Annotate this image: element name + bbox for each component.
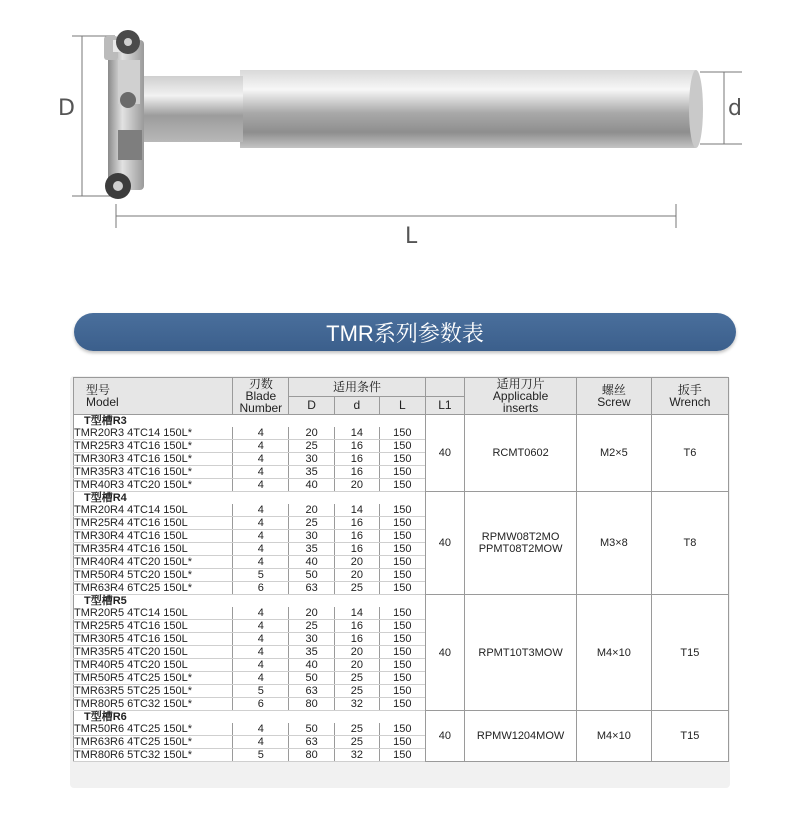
d-cell: 25 [334,736,379,749]
blade-cell: 4 [233,736,289,749]
group-L1: 40 [425,492,465,595]
group-screw: M3×8 [576,492,651,595]
d-cell: 20 [334,479,379,492]
model-cell: TMR20R5 4TC14 150L [74,607,233,620]
D-cell: 20 [289,504,334,517]
L-cell: 150 [380,749,426,762]
group-inserts: RPMT10T3MOW [465,595,577,711]
blade-cell: 4 [233,633,289,646]
d-cell: 14 [334,427,379,440]
group-name: T型槽R6 [74,711,426,724]
blade-cell: 5 [233,569,289,582]
group-inserts: RPMW1204MOW [465,711,577,762]
blade-cell: 4 [233,504,289,517]
spec-body [74,415,729,762]
blade-cell: 4 [233,427,289,440]
group-L1: 40 [425,595,465,711]
L-cell: 150 [380,569,426,582]
d-cell: 25 [334,672,379,685]
series-banner [74,313,736,351]
L-cell: 150 [380,736,426,749]
group-inserts: RPMW08T2MO PPMT08T2MOW [465,492,577,595]
blade-cell: 4 [233,607,289,620]
d-cell: 25 [334,582,379,595]
group-screw: M2×5 [576,415,651,492]
d-cell: 20 [334,556,379,569]
D-cell: 30 [289,453,334,466]
D-cell: 35 [289,466,334,479]
group-name: T型槽R5 [74,595,426,608]
blade-cell: 5 [233,749,289,762]
group-row [74,415,729,428]
D-cell: 30 [289,530,334,543]
L-cell: 150 [380,517,426,530]
header-blade: 刃数 Blade Number [233,378,289,415]
L-cell: 150 [380,556,426,569]
header-L1: L1 [425,396,465,415]
D-cell: 20 [289,607,334,620]
model-cell: TMR40R5 4TC20 150L [74,659,233,672]
blade-cell: 4 [233,466,289,479]
header-model: 型号 Model [74,378,233,415]
D-cell: 63 [289,736,334,749]
header-L1-spacer [425,378,465,397]
blade-cell: 6 [233,582,289,595]
blade-cell: 4 [233,453,289,466]
d-cell: 25 [334,685,379,698]
model-cell: TMR20R3 4TC14 150L* [74,427,233,440]
L-cell: 150 [380,659,426,672]
d-cell: 16 [334,440,379,453]
model-cell: TMR50R6 4TC25 150L* [74,723,233,736]
model-cell: TMR25R4 4TC16 150L [74,517,233,530]
group-row [74,711,729,724]
group-inserts: RCMT0602 [465,415,577,492]
neck [135,76,243,142]
group-name: T型槽R4 [74,492,426,505]
label-D: D [58,96,75,121]
blade-cell: 5 [233,685,289,698]
d-cell: 16 [334,543,379,556]
L-cell: 150 [380,633,426,646]
D-cell: 50 [289,672,334,685]
L-cell: 150 [380,427,426,440]
t-slot-cutter-illustration [0,0,800,290]
group-screw: M4×10 [576,595,651,711]
D-cell: 63 [289,685,334,698]
L-cell: 150 [380,685,426,698]
L-cell: 150 [380,453,426,466]
model-cell: TMR30R4 4TC16 150L [74,530,233,543]
d-cell: 20 [334,646,379,659]
model-cell: TMR80R5 6TC32 150L* [74,698,233,711]
header-screw: 螺丝 Screw [576,378,651,415]
model-cell: TMR80R6 5TC32 150L* [74,749,233,762]
group-row [74,595,729,608]
banner-title: TMR系列参数表 [326,320,484,346]
D-cell: 35 [289,646,334,659]
d-cell: 20 [334,659,379,672]
model-cell: TMR63R4 6TC25 150L* [74,582,233,595]
d-cell: 16 [334,517,379,530]
group-wrench: T15 [651,711,728,762]
blade-cell: 4 [233,479,289,492]
L-cell: 150 [380,582,426,595]
group-screw: M4×10 [576,711,651,762]
blade-cell: 4 [233,517,289,530]
label-L: L [405,224,418,249]
model-cell: TMR30R3 4TC16 150L* [74,453,233,466]
header-D: D [289,396,334,415]
D-cell: 40 [289,659,334,672]
D-cell: 80 [289,749,334,762]
L-cell: 150 [380,466,426,479]
L-cell: 150 [380,440,426,453]
model-cell: TMR25R5 4TC16 150L [74,620,233,633]
d-cell: 16 [334,466,379,479]
model-cell: TMR35R5 4TC20 150L [74,646,233,659]
d-cell: 14 [334,607,379,620]
model-cell: TMR63R5 5TC25 150L* [74,685,233,698]
model-cell: TMR30R5 4TC16 150L [74,633,233,646]
model-cell: TMR25R3 4TC16 150L* [74,440,233,453]
d-cell: 16 [334,620,379,633]
L-cell: 150 [380,723,426,736]
D-cell: 50 [289,569,334,582]
D-cell: 63 [289,582,334,595]
d-cell: 16 [334,633,379,646]
blade-cell: 4 [233,659,289,672]
L-cell: 150 [380,504,426,517]
tool-drawing [0,0,800,290]
shank [240,70,696,148]
blade-cell: 4 [233,646,289,659]
D-cell: 35 [289,543,334,556]
header-inserts: 适用刀片 Applicable inserts [465,378,577,415]
header-conditions: 适用条件 [289,378,425,397]
d-cell: 16 [334,530,379,543]
model-cell: TMR63R6 4TC25 150L* [74,736,233,749]
D-cell: 25 [289,620,334,633]
d-cell: 20 [334,569,379,582]
model-cell: TMR35R4 4TC16 150L [74,543,233,556]
model-cell: TMR50R5 4TC25 150L* [74,672,233,685]
d-cell: 16 [334,453,379,466]
group-wrench: T15 [651,595,728,711]
d-cell: 25 [334,723,379,736]
L-cell: 150 [380,672,426,685]
spec-table [73,377,729,762]
D-cell: 25 [289,517,334,530]
d-cell: 32 [334,749,379,762]
D-cell: 80 [289,698,334,711]
group-row [74,492,729,505]
D-cell: 25 [289,440,334,453]
D-cell: 40 [289,479,334,492]
label-d: d [728,96,742,121]
L-cell: 150 [380,698,426,711]
L-cell: 150 [380,543,426,556]
blade-cell: 4 [233,620,289,633]
blade-cell: 4 [233,672,289,685]
D-cell: 20 [289,427,334,440]
blade-cell: 4 [233,556,289,569]
D-cell: 30 [289,633,334,646]
header-wrench: 扳手 Wrench [651,378,728,415]
L-cell: 150 [380,530,426,543]
L-cell: 150 [380,646,426,659]
L-cell: 150 [380,620,426,633]
group-L1: 40 [425,711,465,762]
model-cell: TMR35R3 4TC16 150L* [74,466,233,479]
model-cell: TMR40R3 4TC20 150L* [74,479,233,492]
D-cell: 50 [289,723,334,736]
header-d: d [334,396,379,415]
group-wrench: T6 [651,415,728,492]
blade-cell: 4 [233,723,289,736]
group-name: T型槽R3 [74,415,426,428]
L-cell: 150 [380,607,426,620]
model-cell: TMR50R4 5TC20 150L* [74,569,233,582]
blade-cell: 4 [233,440,289,453]
blade-cell: 4 [233,530,289,543]
d-cell: 32 [334,698,379,711]
group-L1: 40 [425,415,465,492]
model-cell: TMR20R4 4TC14 150L [74,504,233,517]
d-cell: 14 [334,504,379,517]
group-wrench: T8 [651,492,728,595]
blade-cell: 6 [233,698,289,711]
L-cell: 150 [380,479,426,492]
D-cell: 40 [289,556,334,569]
header-L: L [380,396,426,415]
blade-cell: 4 [233,543,289,556]
model-cell: TMR40R4 4TC20 150L* [74,556,233,569]
